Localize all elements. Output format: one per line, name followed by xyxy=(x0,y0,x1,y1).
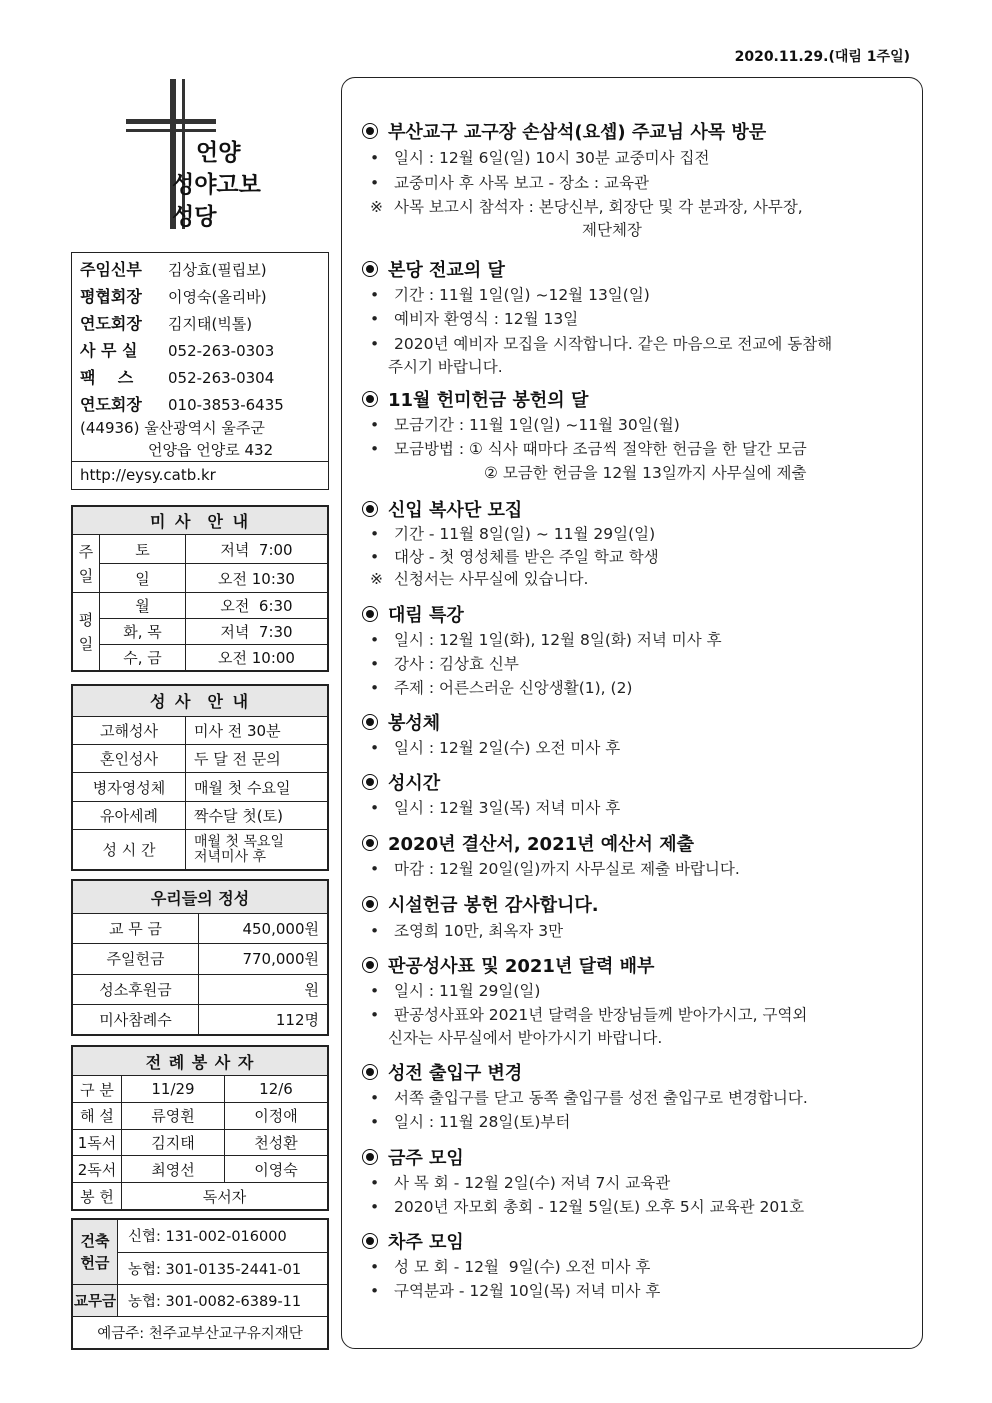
section-title xyxy=(362,1228,464,1254)
section-title-text: 차주 모임 xyxy=(388,1232,464,1253)
line-text: ② 모금한 헌금을 12월 13일까지 사무실에 제출 xyxy=(484,464,807,482)
target-bullet-icon xyxy=(362,391,378,407)
mass-day: 수, 금 xyxy=(100,645,186,671)
section-title-text: 시설헌금 봉헌 감사합니다. xyxy=(388,895,599,916)
announcements-panel xyxy=(341,77,923,1349)
note-marker: ※ xyxy=(370,570,383,588)
parish-logo xyxy=(124,75,294,243)
sacrament-title: 성 사 안 내 xyxy=(73,686,328,717)
section-line xyxy=(370,736,620,758)
section-title xyxy=(362,601,464,627)
section-title-text: 대림 특강 xyxy=(388,605,464,626)
mass-schedule-table xyxy=(71,505,329,672)
section-line xyxy=(370,567,588,589)
dot-marker: • xyxy=(370,799,380,817)
dot-marker: • xyxy=(370,310,380,328)
servers-role: 2독서 xyxy=(73,1156,122,1183)
account-number: 신협: 131-002-016000 xyxy=(118,1220,328,1253)
dot-marker: • xyxy=(370,1006,380,1024)
line-text: 일시 : 11월 28일(토)부터 xyxy=(394,1113,571,1131)
address-line2: 언양읍 언양로 432 xyxy=(148,441,274,459)
sacrament-name: 성 시 간 xyxy=(73,830,186,870)
line-text: 교중미사 후 사목 보고 - 장소 : 교육관 xyxy=(394,174,649,192)
section-line xyxy=(370,979,540,1001)
section-title-text: 신입 복사단 모집 xyxy=(388,500,523,521)
dot-marker: • xyxy=(370,1174,380,1192)
section-line xyxy=(370,652,519,674)
servers-role: 봉 헌 xyxy=(73,1183,122,1210)
info-label: 연도회장 xyxy=(80,314,142,333)
servers-person: 천성환 xyxy=(225,1129,328,1156)
section-title xyxy=(362,256,505,282)
target-bullet-icon xyxy=(362,957,378,973)
target-bullet-icon xyxy=(362,1233,378,1249)
dot-marker: • xyxy=(370,416,380,434)
section-title-text: 금주 모임 xyxy=(388,1148,464,1169)
line-text: 조영희 10만, 최옥자 3만 xyxy=(394,922,564,940)
parish-url[interactable]: http://eysy.catb.kr xyxy=(80,466,216,484)
info-value: 김상효(필립보) xyxy=(168,261,267,279)
section-title-text: 11월 헌미헌금 봉헌의 달 xyxy=(388,390,589,411)
weekday-label-text: 평일 xyxy=(78,610,94,653)
servers-date: 11/29 xyxy=(122,1076,225,1103)
sacrament-name: 병자영성체 xyxy=(73,773,186,801)
line-text: 예비자 환영식 : 12월 13일 xyxy=(394,310,579,328)
sacrament-value: 두 달 전 문의 xyxy=(186,745,328,773)
line-text: 일시 : 12월 3일(목) 저녁 미사 후 xyxy=(394,799,621,817)
account-number: 농협: 301-0135-2441-01 xyxy=(118,1252,328,1285)
line-text: 마감 : 12월 20일(일)까지 사무실로 제출 바랍니다. xyxy=(394,860,740,878)
section-line xyxy=(370,676,632,698)
section-line xyxy=(370,919,563,941)
section-title-text: 성시간 xyxy=(388,773,441,794)
line-text: 구역분과 - 12월 10일(목) 저녁 미사 후 xyxy=(394,1282,661,1300)
section-title xyxy=(362,769,440,795)
servers-person: 독서자 xyxy=(122,1183,328,1210)
line-text: 사목 보고시 참석자 : 본당신부, 회장단 및 각 분과장, 사무장, xyxy=(394,198,803,216)
section-line xyxy=(370,1195,804,1217)
building-fund-label-2: 헌금 xyxy=(80,1254,110,1273)
mass-day: 화, 목 xyxy=(100,619,186,645)
target-bullet-icon xyxy=(362,714,378,730)
info-value: 052-263-0303 xyxy=(168,342,275,360)
sacrament-name: 고해성사 xyxy=(73,716,186,744)
dot-marker: • xyxy=(370,1282,380,1300)
mass-time: 저녁 7:00 xyxy=(186,535,328,564)
servers-person: 이영숙 xyxy=(225,1156,328,1183)
target-bullet-icon xyxy=(362,501,378,517)
offering-value: 770,000원 xyxy=(199,944,328,974)
info-value: 이영숙(올리바) xyxy=(168,288,267,306)
section-line xyxy=(370,545,659,567)
line-text: 2020년 자모회 총회 - 12월 5일(토) 오후 5시 교육관 201호 xyxy=(394,1198,805,1216)
info-label: 주임신부 xyxy=(80,260,142,279)
info-row xyxy=(80,257,267,280)
section-title xyxy=(362,709,440,735)
target-bullet-icon xyxy=(362,261,378,277)
line-text: 판공성사표와 2021년 달력을 반장님들께 받아가시고, 구역외 xyxy=(394,1006,808,1024)
section-line xyxy=(370,857,740,879)
target-bullet-icon xyxy=(362,1064,378,1080)
liturgy-servers-table xyxy=(71,1045,329,1211)
info-label: 연도회장 xyxy=(80,395,142,414)
section-line xyxy=(370,171,649,193)
section-title-text: 성전 출입구 변경 xyxy=(388,1063,523,1084)
parish-info-box xyxy=(71,252,329,490)
line-text: 제단체장 xyxy=(582,221,642,239)
info-row xyxy=(80,284,267,307)
parish-name-line3: 성당 xyxy=(172,204,217,230)
address-line1: (44936) 울산광역시 울주군 xyxy=(80,419,265,437)
offering-name: 미사참례수 xyxy=(73,1004,199,1034)
building-fund-label xyxy=(73,1220,118,1285)
section-title xyxy=(362,952,654,978)
sacrament-value-line2: 저녁미사 후 xyxy=(194,848,267,865)
section-title xyxy=(362,1059,522,1085)
line-text: 서쪽 출입구를 닫고 동쪽 출입구를 성전 출입구로 변경합니다. xyxy=(394,1089,808,1107)
section-line xyxy=(370,437,807,459)
dot-marker: • xyxy=(370,286,380,304)
info-row xyxy=(80,311,252,334)
section-title-text: 봉성체 xyxy=(388,713,441,734)
mass-time: 오전 6:30 xyxy=(186,593,328,619)
section-title xyxy=(362,496,522,522)
sacrament-value: 미사 전 30분 xyxy=(186,716,328,744)
section-line xyxy=(370,1110,570,1132)
tithe-label: 교무금 xyxy=(73,1285,118,1317)
weekday-label xyxy=(73,593,100,671)
line-text: 기간 - 11월 8일(일) ~ 11월 29일(일) xyxy=(394,525,656,543)
offering-title: 우리들의 정성 xyxy=(73,881,328,914)
section-line xyxy=(370,1171,670,1193)
cross-stroke-3 xyxy=(126,119,216,124)
section-line xyxy=(370,1255,650,1277)
servers-person: 김지태 xyxy=(122,1129,225,1156)
offering-name: 교 무 금 xyxy=(73,914,199,944)
divider xyxy=(72,461,328,462)
sunday-label xyxy=(73,535,100,593)
section-title xyxy=(362,891,599,917)
servers-date: 12/6 xyxy=(225,1076,328,1103)
info-label: 평협회장 xyxy=(80,287,142,306)
offering-value: 450,000원 xyxy=(199,914,328,944)
target-bullet-icon xyxy=(362,835,378,851)
line-text: 모금기간 : 11월 1일(일) ~11월 30일(월) xyxy=(394,416,680,434)
target-bullet-icon xyxy=(362,123,378,139)
info-row xyxy=(80,338,274,361)
servers-role: 1독서 xyxy=(73,1129,122,1156)
section-line xyxy=(370,1086,808,1108)
servers-person: 최영선 xyxy=(122,1156,225,1183)
info-row xyxy=(80,392,284,415)
mass-schedule-title: 미 사 안 내 xyxy=(73,507,328,535)
section-line xyxy=(370,283,650,305)
line-text: 사 목 회 - 12월 2일(수) 저녁 7시 교육관 xyxy=(394,1174,671,1192)
line-text: 일시 : 12월 6일(일) 10시 30분 교중미사 집전 xyxy=(394,149,710,167)
offering-name: 주일헌금 xyxy=(73,944,199,974)
line-text: 일시 : 12월 1일(화), 12월 8일(화) 저녁 미사 후 xyxy=(394,631,722,649)
line-text: 주시기 바랍니다. xyxy=(388,358,503,376)
mass-time: 오전 10:30 xyxy=(186,564,328,593)
section-line xyxy=(370,522,655,544)
dot-marker: • xyxy=(370,1198,380,1216)
sacrament-name: 혼인성사 xyxy=(73,745,186,773)
sacrament-table xyxy=(71,684,329,871)
offering-name: 성소후원금 xyxy=(73,974,199,1004)
target-bullet-icon xyxy=(362,896,378,912)
line-text: 일시 : 12월 2일(수) 오전 미사 후 xyxy=(394,739,621,757)
section-line xyxy=(370,146,710,168)
account-number: 농협: 301-0082-6389-11 xyxy=(118,1285,328,1317)
mass-day: 일 xyxy=(100,564,186,593)
info-value: 010-3853-6435 xyxy=(168,396,284,414)
dot-marker: • xyxy=(370,174,380,192)
sacrament-value xyxy=(186,830,328,870)
line-text: 기간 : 11월 1일(일) ~12월 13일(일) xyxy=(394,286,650,304)
section-line xyxy=(370,307,578,329)
dot-marker: • xyxy=(370,525,380,543)
line-text: 강사 : 김상효 신부 xyxy=(394,655,519,673)
dot-marker: • xyxy=(370,548,380,566)
dot-marker: • xyxy=(370,655,380,673)
dot-marker: • xyxy=(370,149,380,167)
offering-table xyxy=(71,879,329,1036)
target-bullet-icon xyxy=(362,606,378,622)
line-text: 2020년 예비자 모집을 시작합니다. 같은 마음으로 전교에 동참해 xyxy=(394,335,833,353)
servers-person: 류영휜 xyxy=(122,1102,225,1129)
section-line xyxy=(370,1003,807,1025)
dot-marker: • xyxy=(370,1258,380,1276)
line-text: 신청서는 사무실에 있습니다. xyxy=(394,570,589,588)
section-line xyxy=(370,195,803,217)
mass-time: 오전 10:00 xyxy=(186,645,328,671)
bulletin-date: 2020.11.29.(대림 1주일) xyxy=(734,49,910,65)
target-bullet-icon xyxy=(362,774,378,790)
sacrament-value: 매월 첫 수요일 xyxy=(186,773,328,801)
section-title-text: 2020년 결산서, 2021년 예산서 제출 xyxy=(388,834,694,855)
account-holder: 예금주: 천주교부산교구유지재단 xyxy=(73,1317,328,1349)
line-text: 주제 : 어른스러운 신앙생활(1), (2) xyxy=(394,679,633,697)
servers-header-label: 구 분 xyxy=(73,1076,122,1103)
sacrament-value-line1: 매월 첫 목요일 xyxy=(194,833,285,850)
section-title xyxy=(362,386,588,412)
dot-marker: • xyxy=(370,982,380,1000)
info-label: 팩 스 xyxy=(80,368,134,387)
info-value: 김지태(빅톨) xyxy=(168,315,253,333)
section-line xyxy=(370,628,722,650)
offering-value: 112명 xyxy=(199,1004,328,1034)
dot-marker: • xyxy=(370,631,380,649)
line-text: 성 모 회 - 12월 9일(수) 오전 미사 후 xyxy=(394,1258,651,1276)
offering-value: 원 xyxy=(199,974,328,1004)
dot-marker: • xyxy=(370,440,380,458)
info-value: 052-263-0304 xyxy=(168,369,275,387)
sacrament-value: 짝수달 첫(토) xyxy=(186,801,328,829)
dot-marker: • xyxy=(370,679,380,697)
section-title-text: 판공성사표 및 2021년 달력 배부 xyxy=(388,956,655,977)
dot-marker: • xyxy=(370,922,380,940)
target-bullet-icon xyxy=(362,1149,378,1165)
parish-name xyxy=(172,137,261,233)
dot-marker: • xyxy=(370,860,380,878)
section-line xyxy=(370,413,680,435)
line-text: 일시 : 11월 29일(일) xyxy=(394,982,541,1000)
dot-marker: • xyxy=(370,1113,380,1131)
cross-stroke-4 xyxy=(126,129,216,132)
section-line xyxy=(370,332,832,354)
section-title-text: 부산교구 교구장 손삼석(요셉) 주교님 사목 방문 xyxy=(388,122,767,143)
line-text: 모금방법 : ① 식사 때마다 조금씩 절약한 헌금을 한 달간 모금 xyxy=(394,440,807,458)
section-title xyxy=(362,830,694,856)
parish-name-line1: 언양 xyxy=(196,140,241,166)
line-text: 대상 - 첫 영성체를 받은 주일 학교 학생 xyxy=(394,548,659,566)
mass-day: 토 xyxy=(100,535,186,564)
building-fund-label-1: 건축 xyxy=(80,1232,110,1251)
dot-marker: • xyxy=(370,739,380,757)
section-line xyxy=(370,796,620,818)
section-title xyxy=(362,1144,464,1170)
section-title xyxy=(362,118,766,144)
mass-time: 저녁 7:30 xyxy=(186,619,328,645)
bank-accounts-table xyxy=(71,1218,329,1350)
sacrament-name: 유아세례 xyxy=(73,801,186,829)
parish-name-line2: 성야고보 xyxy=(172,172,261,198)
mass-day: 월 xyxy=(100,593,186,619)
section-title-text: 본당 전교의 달 xyxy=(388,260,505,281)
dot-marker: • xyxy=(370,335,380,353)
line-text: 신자는 사무실에서 받아가시기 바랍니다. xyxy=(388,1029,663,1047)
section-line xyxy=(370,1279,660,1301)
servers-title: 전 례 봉 사 자 xyxy=(73,1047,328,1076)
info-label: 사 무 실 xyxy=(80,341,138,360)
servers-role: 해 설 xyxy=(73,1102,122,1129)
note-marker: ※ xyxy=(370,198,383,216)
sunday-label-text: 주일 xyxy=(78,542,94,585)
servers-person: 이정애 xyxy=(225,1102,328,1129)
info-row xyxy=(80,365,274,388)
dot-marker: • xyxy=(370,1089,380,1107)
